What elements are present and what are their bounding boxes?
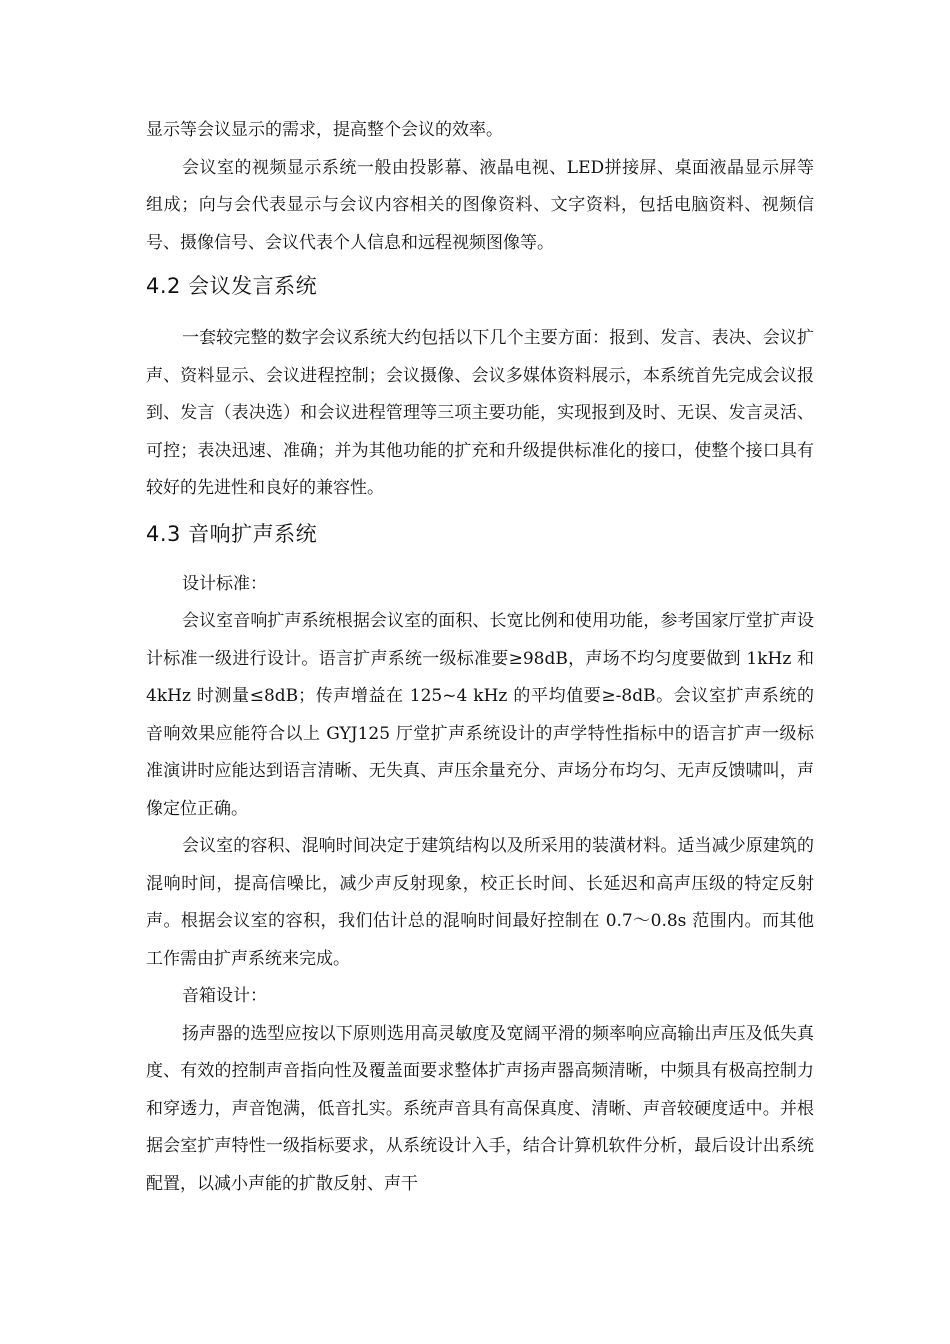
video-display-paragraph: 会议室的视频显示系统一般由投影幕、液晶电视、LED拼接屏、桌面液晶显示屏等组成；向与会代表显示与会议内容相关的图像资料、文字资料，包括电脑资料、视频信号、摄像信号、会议代表个人信息和远程视频图像等。	[146, 157, 814, 253]
page-content	[146, 112, 814, 1203]
sound-standard-paragraph: 会议室音响扩声系统根据会议室的面积、长宽比例和使用功能，参考国家厅堂扩声设计标准一级进行设计。语言扩声系统一级标准要≥98dB，声场不均匀度要做到 1kHz 和 4kHz 时测量≤8dB；传声增益在 125~4 kHz 的平均值要≥-8dB。会议室扩声系统的音响效果应能符合以上 GYJ125 厅堂扩声系统设计的声学特性指标中的语言扩声一级标准演讲时应能达到语言清晰、无失真、声压余量充分、声场分布均匀、无声反馈啸叫，声像定位正确。	[146, 611, 814, 819]
reverberation-paragraph: 会议室的容积、混响时间决定于建筑结构以及所采用的装潢材料。适当减少原建筑的混响时间，提高信噪比，减少声反射现象，校正长时间、长延迟和高声压级的特定反射声。根据会议室的容积，我们估计总的混响时间最好控制在 0.7～0.8s 范围内。而其他工作需由扩声系统来完成。	[146, 836, 814, 969]
speaker-selection-paragraph: 扬声器的选型应按以下原则选用高灵敏度及宽阔平滑的频率响应高输出声压及低失真度、有效的控制声音指向性及覆盖面要求整体扩声扬声器高频清晰，中频具有极高控制力和穿透力，声音饱满，低音扎实。系统声音具有高保真度、清晰、声音较硬度适中。并根据会室扩声特性一级指标要求，从系统设计入手，结合计算机软件分析，最后设计出系统配置，以减小声能的扩散反射、声干	[146, 1023, 814, 1194]
section-heading-4-2: 4.2 会议发言系统	[146, 274, 318, 298]
speaker-design-subheading: 音箱设计：	[182, 986, 267, 1006]
intro-paragraph-continued: 显示等会议显示的需求，提高整个会议的效率。	[146, 120, 503, 140]
design-standard-subheading: 设计标准：	[182, 573, 267, 594]
section-heading-4-3: 4.3 音响扩声系统	[146, 521, 318, 546]
conference-speech-paragraph: 一套较完整的数字会议系统大约包括以下几个主要方面：报到、发言、表决、会议扩声、资料显示、会议进程控制；会议摄像、会议多媒体资料展示，本系统首先完成会议报到、发言（表决选）和会议进程管理等三项主要功能，实现报到及时、无误、发言灵活、可控；表决迅速、准确；并为其他功能的扩充和升级提供标准化的接口，使整个接口具有较好的先进性和良好的兼容性。	[146, 328, 814, 498]
